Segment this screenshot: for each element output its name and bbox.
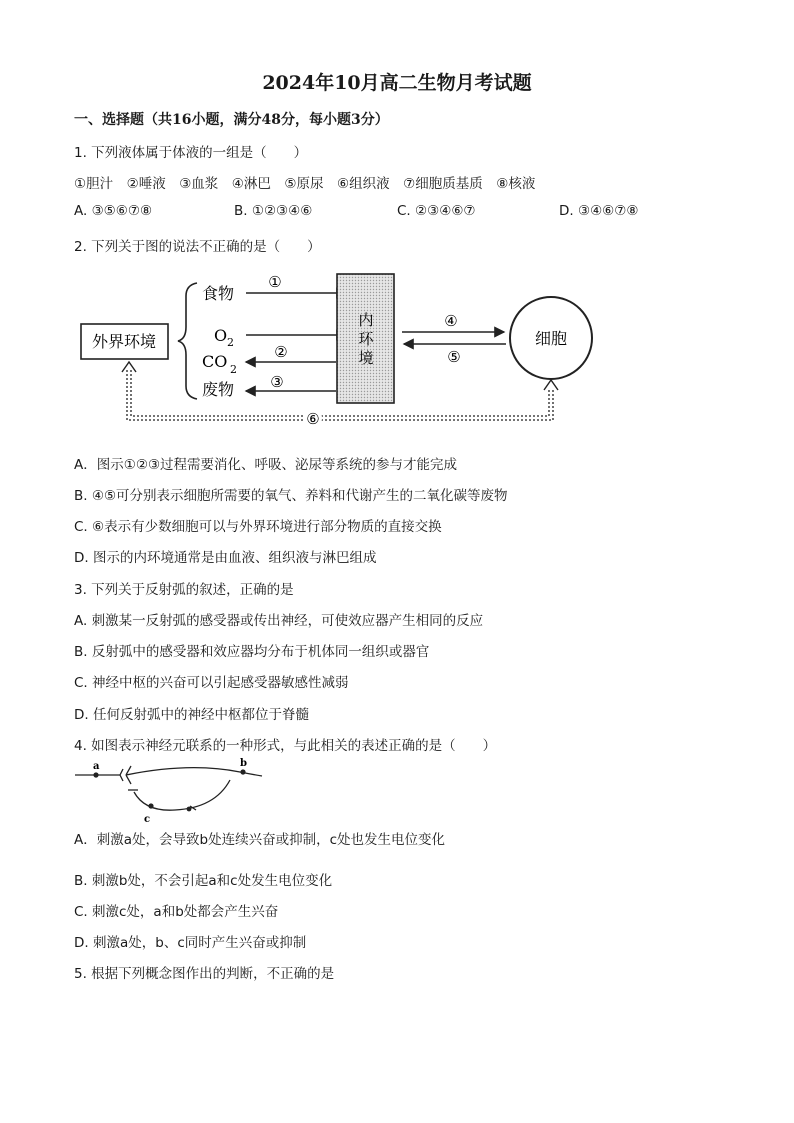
cell-label: 细胞 bbox=[534, 329, 568, 348]
question-1-option-b[interactable]: B. ①②③④⑥ bbox=[234, 203, 313, 219]
label-b: b bbox=[240, 758, 247, 769]
arrow-6-head-left bbox=[122, 362, 136, 372]
question-1-stem: 1. 下列液体属于体液的一组是（ ） bbox=[74, 145, 308, 161]
co2-label: CO bbox=[202, 352, 228, 371]
question-4-stem: 4. 如图表示神经元联系的一种形式，与此相关的表述正确的是（ ） bbox=[74, 738, 497, 754]
label-a: a bbox=[93, 761, 100, 772]
question-1-option-c[interactable]: C. ②③④⑥⑦ bbox=[397, 203, 476, 219]
inner-environment-label-2: 环 bbox=[358, 330, 374, 348]
neuron-figure bbox=[75, 758, 262, 825]
question-2-option-c[interactable]: C. ⑥表示有少数细胞可以与外界环境进行部分物质的直接交换 bbox=[74, 519, 442, 535]
outside-environment-label: 外界环境 bbox=[91, 332, 157, 351]
label-1: ① bbox=[268, 273, 282, 291]
question-2-stem: 2. 下列关于图的说法不正确的是（ ） bbox=[74, 239, 321, 255]
label-2: ② bbox=[274, 343, 288, 361]
question-2-option-d[interactable]: D. 图示的内环境通常是由血液、组织液与淋巴组成 bbox=[74, 550, 377, 566]
question-1-items: ①胆汁 ②唾液 ③血浆 ④淋巴 ⑤原尿 ⑥组织液 ⑦细胞质基质 ⑧核液 bbox=[74, 176, 536, 192]
label-6: ⑥ bbox=[306, 410, 320, 428]
point-c2 bbox=[187, 807, 192, 812]
question-4-option-b[interactable]: B. 刺激b处，不会引起a和c处发生电位变化 bbox=[74, 873, 333, 889]
point-c bbox=[148, 803, 153, 808]
question-2-option-a[interactable]: A．图示①②③过程需要消化、呼吸、泌尿等系统的参与才能完成 bbox=[74, 457, 458, 473]
question-3-option-c[interactable]: C. 神经中枢的兴奋可以引起感受器敏感性减弱 bbox=[74, 675, 349, 691]
o2-subscript: 2 bbox=[227, 336, 234, 349]
label-5: ⑤ bbox=[447, 348, 461, 366]
o2-label: O bbox=[214, 326, 228, 345]
label-4: ④ bbox=[444, 312, 458, 330]
question-3-option-b[interactable]: B. 反射弧中的感受器和效应器均分布于机体同一组织或器官 bbox=[74, 644, 430, 660]
food-label: 食物 bbox=[202, 284, 235, 303]
question-4-option-d[interactable]: D. 刺激a处，b、c同时产生兴奋或抑制 bbox=[74, 935, 307, 951]
question-5-stem: 5. 根据下列概念图作出的判断，不正确的是 bbox=[74, 966, 335, 982]
inner-environment-label-1: 内 bbox=[358, 311, 374, 329]
point-a bbox=[93, 772, 98, 777]
question-3-option-a[interactable]: A. 刺激某一反射弧的感受器或传出神经，可使效应器产生相同的反应 bbox=[74, 613, 484, 629]
co2-subscript: 2 bbox=[230, 363, 237, 376]
inner-environment-label-3: 境 bbox=[358, 349, 374, 367]
question-4-option-c[interactable]: C. 刺激c处，a和b处都会产生兴奋 bbox=[74, 904, 279, 920]
question-4-option-a[interactable]: A．刺激a处，会导致b处连续兴奋或抑制，c处也发生电位变化 bbox=[74, 832, 445, 848]
question-3-stem: 3. 下列关于反射弧的叙述，正确的是 bbox=[74, 582, 294, 598]
page-title: 2024年10月高二生物月考试题 bbox=[262, 72, 532, 94]
label-c: c bbox=[144, 814, 151, 825]
question-1-option-a[interactable]: A. ③⑤⑥⑦⑧ bbox=[74, 203, 153, 219]
question-1-option-d[interactable]: D. ③④⑥⑦⑧ bbox=[559, 203, 639, 219]
label-3: ③ bbox=[270, 373, 284, 391]
point-b bbox=[240, 769, 245, 774]
question-3-option-d[interactable]: D. 任何反射弧中的神经中枢都位于脊髓 bbox=[74, 707, 309, 723]
arrow-6-head-right bbox=[544, 380, 558, 390]
brace-icon bbox=[178, 283, 197, 399]
section-heading: 一、选择题（共16小题，满分48分，每小题3分） bbox=[74, 112, 389, 128]
waste-label: 废物 bbox=[202, 380, 235, 399]
question-2-option-b[interactable]: B. ④⑤可分别表示细胞所需要的氧气、养料和代谢产生的二氧化碳等废物 bbox=[74, 488, 508, 504]
